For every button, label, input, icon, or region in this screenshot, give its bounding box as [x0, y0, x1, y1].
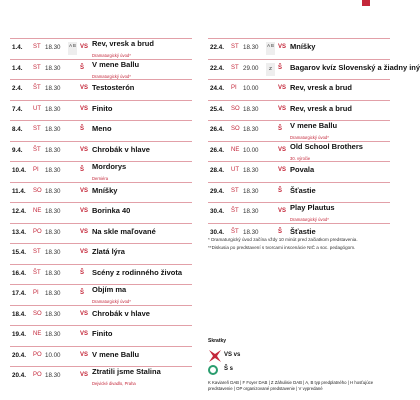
event-venue: VS: [80, 228, 89, 235]
event-weekday: ŠT: [33, 85, 41, 91]
event-weekday: ST: [33, 249, 41, 255]
event-venue: VS: [80, 85, 89, 91]
event-venue: VS: [278, 85, 287, 91]
event-row: [10, 202, 192, 223]
event-time: 18.30: [45, 85, 61, 92]
event-title: Mníšky: [290, 42, 316, 51]
corner-accent-mark: [362, 0, 370, 6]
event-row: [208, 182, 390, 203]
event-date: 12.4.: [12, 208, 27, 215]
event-date: 1.4.: [12, 44, 23, 51]
legend-codes: K Kaviareň DAB | F Foyer DAB | Z Záhulisie DAB | A, B typ predplatného | H hosťujúce predstavenie | OP organizované predstavenie | V vypredané: [208, 380, 374, 391]
legend-title: Skratky: [208, 338, 227, 344]
event-row: [208, 202, 390, 223]
event-venue: VS: [80, 208, 89, 214]
event-note: Derniéra: [92, 176, 109, 181]
event-title: Finito: [92, 329, 113, 338]
event-code: Z: [266, 63, 275, 76]
event-venue: Š: [278, 228, 283, 235]
event-code: A B: [266, 42, 275, 55]
event-date: 26.4.: [210, 146, 225, 154]
footnote-discussion: **Diskusia po predstavení s tvorcami inscenácie NIČ a soc. pedagógom.: [208, 245, 356, 250]
event-venue: VS: [80, 249, 89, 255]
event-title: V mene Ballu: [92, 59, 140, 69]
event-weekday: NE: [231, 146, 240, 153]
event-weekday: SO: [231, 126, 240, 132]
legend-vs-label: VS vs: [224, 352, 241, 358]
schedule-right-column: [208, 38, 420, 243]
event-weekday: ST: [33, 64, 41, 71]
event-venue: Š: [278, 126, 283, 132]
event-venue: VS: [278, 146, 287, 153]
event-date: 26.4.: [210, 126, 225, 133]
event-date: 10.4.: [12, 167, 27, 174]
event-venue: Š: [80, 290, 85, 296]
event-weekday: UT: [33, 105, 41, 112]
event-row: [10, 120, 192, 141]
event-date: 15.4.: [12, 249, 27, 256]
event-time: 18.30: [45, 64, 61, 72]
event-time: 18.30: [45, 167, 61, 174]
event-row: [10, 305, 192, 326]
event-date: 20.4.: [12, 351, 27, 359]
event-note: Dramaturgický úvod*: [92, 299, 131, 304]
event-row: [10, 79, 192, 100]
event-time: 18.30: [45, 269, 61, 277]
event-venue: VS: [278, 105, 287, 112]
event-row: [10, 346, 192, 367]
event-weekday: PO: [33, 228, 42, 235]
event-row: [208, 38, 390, 59]
event-code: A B: [68, 42, 77, 55]
event-row: [208, 161, 390, 182]
event-row: [10, 264, 192, 285]
event-time: 18.30: [243, 105, 259, 113]
event-venue: VS: [278, 167, 287, 173]
event-venue: Š: [278, 64, 283, 71]
event-date: 11.4.: [12, 187, 26, 195]
event-weekday: PI: [33, 167, 39, 173]
event-time: 18.30: [45, 331, 61, 338]
event-title: Zlatá lýra: [92, 247, 125, 256]
event-weekday: NE: [33, 331, 42, 337]
event-note: Dramaturgický úvod*: [290, 217, 329, 222]
event-title: Meno: [92, 124, 112, 133]
event-weekday: ST: [33, 44, 41, 50]
event-time: 10.00: [243, 85, 259, 92]
event-time: 29.00: [243, 64, 259, 72]
event-title: Bagarov kvíz Slovenský a žiadny iný: [290, 62, 420, 72]
event-date: 22.4.: [210, 44, 225, 51]
event-weekday: PO: [33, 372, 42, 378]
event-time: 18.30: [45, 146, 61, 154]
event-title: Old School Brothers: [290, 141, 363, 151]
event-weekday: ŠT: [231, 228, 239, 235]
event-title: Scény z rodinného života: [92, 267, 183, 277]
event-time: 10.00: [45, 351, 61, 359]
event-time: 18.30: [243, 167, 259, 174]
event-time: 18.30: [45, 44, 61, 51]
event-venue: Š: [80, 126, 85, 132]
event-row: [208, 141, 390, 162]
event-weekday: ŠT: [231, 208, 239, 214]
event-title: Testosterón: [92, 83, 135, 92]
event-row: [10, 100, 192, 121]
event-title: Borinka 40: [92, 206, 131, 215]
event-row: [10, 141, 192, 162]
event-row: [10, 223, 192, 244]
event-venue: VS: [80, 310, 89, 317]
event-date: 1.4.: [12, 64, 23, 72]
event-title: Rev, vresk a brud: [290, 103, 352, 113]
event-time: 18.30: [243, 126, 259, 133]
vs-logo-icon: [208, 349, 222, 363]
event-row: [10, 325, 192, 346]
event-date: 17.4.: [12, 290, 27, 297]
event-date: 30.4.: [210, 208, 225, 215]
event-venue: VS: [278, 44, 287, 50]
event-time: 18.30: [45, 187, 61, 195]
event-time: 18.30: [243, 228, 259, 236]
event-date: 8.4.: [12, 126, 23, 133]
event-row: [10, 59, 192, 80]
event-venue: Š: [80, 167, 85, 173]
legend-s-label: Š s: [224, 366, 234, 372]
event-row: [10, 243, 192, 264]
event-title: Šťastie: [290, 226, 316, 236]
event-time: 18.30: [45, 310, 61, 318]
event-row: [208, 100, 390, 121]
event-title: Chrobák v hlave: [92, 308, 150, 318]
event-weekday: ST: [231, 187, 239, 194]
event-date: 13.4.: [12, 228, 27, 236]
event-title: V mene Ballu: [92, 349, 140, 359]
event-note: Dramaturgický úvod*: [92, 73, 131, 79]
event-time: 18.30: [45, 249, 61, 256]
event-date: 2.4.: [12, 85, 23, 92]
event-title: Mníšky: [92, 185, 118, 195]
footnote-intro: * Dramaturgický úvod začína vždy 10 minút pred začiatkom predstavenia.: [208, 237, 358, 242]
event-date: 28.4.: [210, 167, 225, 174]
event-venue: VS: [80, 372, 89, 378]
event-date: 22.4.: [210, 64, 225, 72]
event-row: [208, 59, 420, 80]
event-row: [10, 284, 192, 305]
event-title: Rev, vresk a brud: [92, 39, 154, 48]
event-date: 30.4.: [210, 228, 225, 236]
event-note: Dramaturgický úvod*: [92, 53, 131, 58]
footnotes: [208, 236, 393, 252]
event-title: Ztratili jsme Stalina: [92, 367, 161, 376]
event-time: 18.30: [45, 228, 61, 236]
event-time: 18.30: [45, 290, 61, 297]
event-note: Dramaturgický úvod*: [290, 135, 329, 140]
event-row: [10, 182, 192, 203]
s-logo-icon: [208, 365, 218, 375]
event-title: Play Plautus: [290, 203, 335, 212]
event-venue: VS: [80, 105, 89, 112]
event-weekday: UT: [231, 167, 239, 173]
event-weekday: NE: [33, 208, 42, 214]
event-time: 18.30: [45, 126, 61, 133]
event-weekday: SO: [33, 187, 42, 194]
event-weekday: ST: [33, 126, 41, 132]
event-weekday: PI: [33, 290, 39, 296]
event-title: Finito: [92, 103, 113, 113]
event-title: Šťastie: [290, 185, 316, 195]
schedule-left-column: [10, 38, 192, 387]
event-weekday: SO: [33, 310, 42, 317]
event-time: 18.30: [243, 44, 259, 51]
event-venue: VS: [80, 44, 89, 50]
event-time: 10.00: [243, 146, 259, 154]
event-venue: VS: [80, 146, 89, 153]
event-weekday: PO: [33, 351, 42, 358]
event-venue: VS: [80, 187, 89, 194]
event-weekday: ST: [231, 64, 239, 71]
event-row: [208, 120, 390, 141]
event-time: 18.30: [45, 105, 61, 113]
event-title: V mene Ballu: [290, 121, 338, 130]
event-row: [10, 38, 192, 59]
event-date: 25.4.: [210, 105, 225, 113]
event-title: Povala: [290, 165, 315, 174]
event-venue: VS: [80, 351, 89, 358]
event-title: Rev, vresk a brud: [290, 83, 352, 92]
event-weekday: ŠT: [33, 269, 41, 276]
event-title: Mordorys: [92, 162, 127, 171]
event-date: 20.4.: [12, 372, 27, 379]
event-row: [10, 366, 192, 387]
event-venue: Š: [80, 64, 85, 71]
event-date: 9.4.: [12, 146, 23, 154]
event-time: 18.30: [243, 208, 259, 215]
event-date: 18.4.: [12, 310, 27, 318]
event-note: 30. výročie: [290, 155, 311, 161]
event-venue: VS: [278, 208, 287, 214]
event-weekday: SO: [231, 105, 240, 112]
event-row: [10, 161, 192, 182]
event-row: [208, 79, 390, 100]
event-note: Dejvické divadlo, Praha: [92, 381, 136, 386]
event-title: Objím ma: [92, 285, 127, 294]
event-weekday: ŠT: [33, 146, 41, 153]
event-date: 24.4.: [210, 85, 225, 92]
event-time: 18.30: [243, 187, 259, 195]
event-title: Na skle maľované: [92, 226, 156, 236]
event-weekday: PI: [231, 85, 237, 91]
event-date: 29.4.: [210, 187, 225, 195]
event-venue: Š: [80, 269, 85, 276]
event-time: 18.30: [45, 372, 61, 379]
event-date: 16.4.: [12, 269, 27, 277]
event-date: 19.4.: [12, 331, 27, 338]
event-weekday: ST: [231, 44, 239, 50]
event-date: 7.4.: [12, 105, 23, 113]
event-venue: Š: [278, 187, 283, 194]
event-venue: VS: [80, 331, 89, 337]
event-title: Chrobák v hlave: [92, 144, 150, 154]
event-time: 18.30: [45, 208, 61, 215]
